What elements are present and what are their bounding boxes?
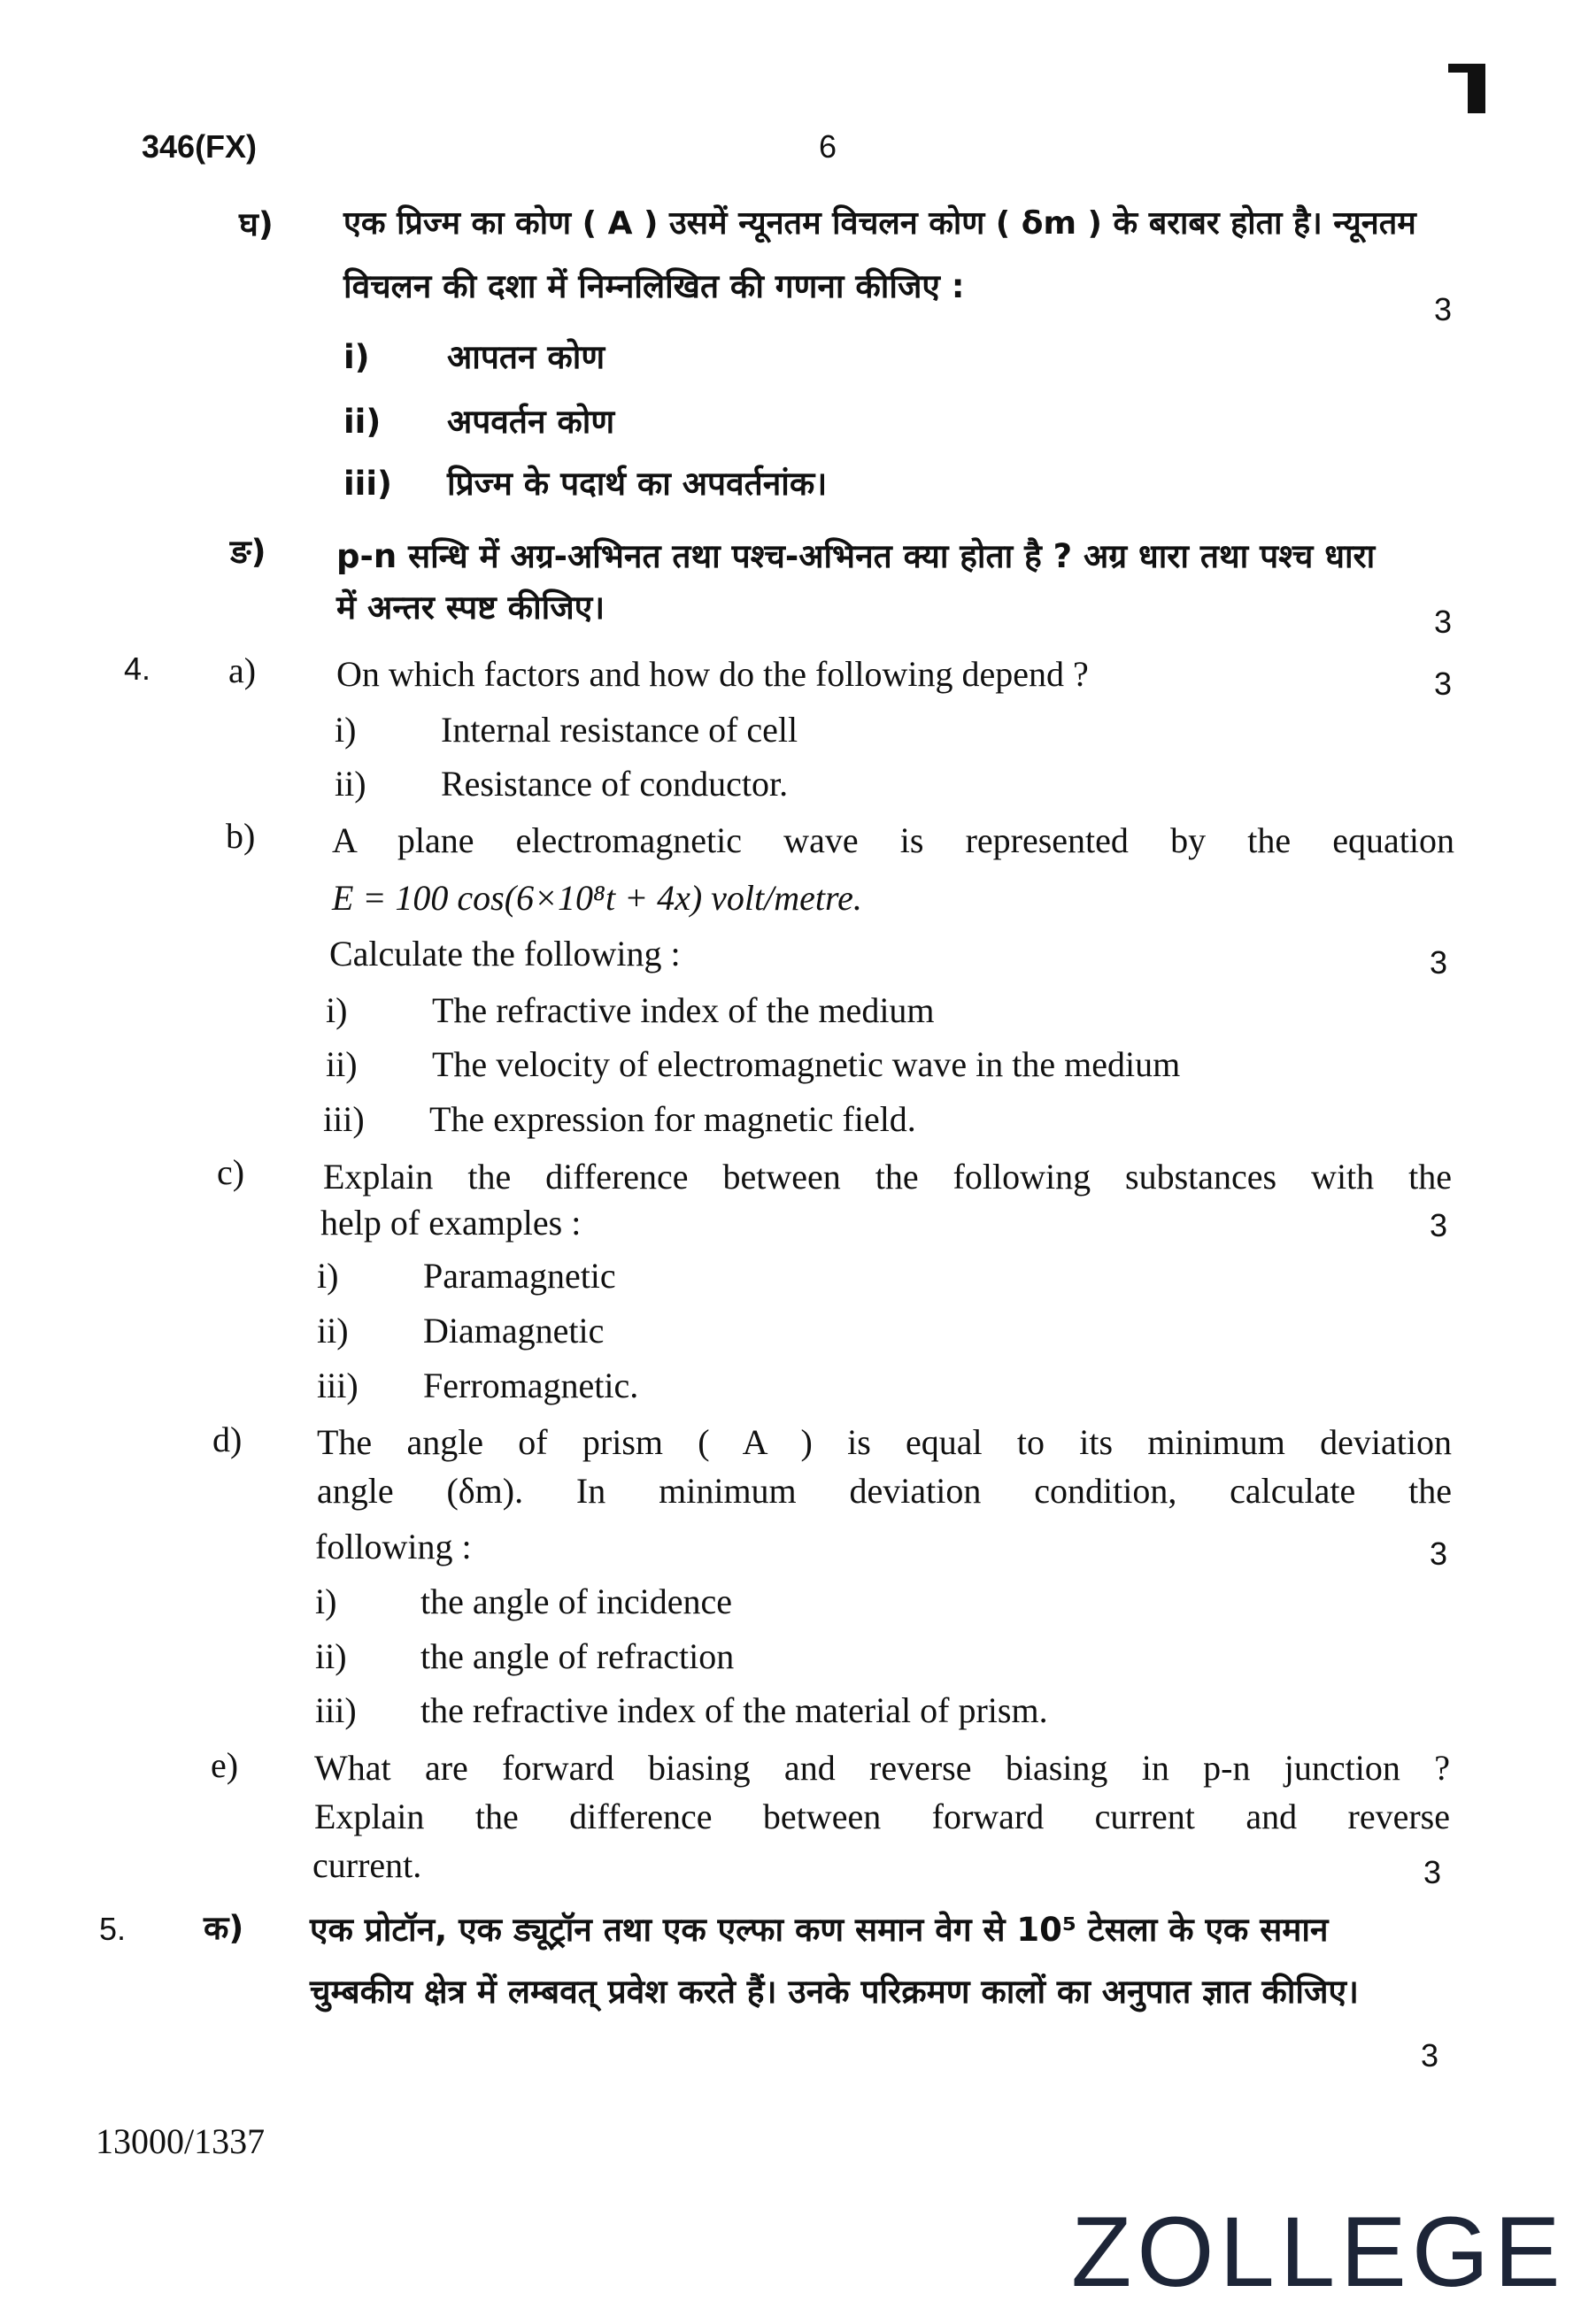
- q4e-label: e): [211, 1745, 239, 1785]
- q3-nga-line2: में अन्तर स्पष्ट कीजिए।: [336, 589, 605, 627]
- q4e-line1: What are forward biasing and reverse biasing in p-n junction ?: [314, 1748, 1450, 1788]
- q4b-item-label: iii): [323, 1099, 365, 1139]
- q3-gha-line2: विचलन की दशा में निम्नलिखित की गणना कीजिए :: [343, 267, 965, 305]
- q5-ka-label: क): [204, 1909, 244, 1947]
- q4c-item-text: Diamagnetic: [423, 1311, 605, 1351]
- q4b-item-label: ii): [326, 1044, 358, 1084]
- q4b-label: b): [226, 816, 256, 856]
- q4c-line2: help of examples :: [320, 1203, 582, 1243]
- q4e-line3: current.: [312, 1845, 422, 1885]
- q4c-item-text: Ferromagnetic.: [423, 1366, 639, 1405]
- q4c-line1: Explain the difference between the following substances with the: [323, 1157, 1452, 1197]
- q3-gha-label: घ): [239, 205, 274, 243]
- q4b-marks: 3: [1430, 944, 1448, 981]
- q4b-item-text: The expression for magnetic field.: [429, 1099, 916, 1139]
- page-number: 6: [819, 128, 837, 165]
- q4a-item-text: Resistance of conductor.: [441, 764, 789, 804]
- q4c-item-label: iii): [317, 1366, 359, 1405]
- q4a-label: a): [228, 650, 257, 690]
- q4e-marks: 3: [1423, 1854, 1442, 1890]
- q4d-label: d): [212, 1420, 243, 1459]
- q5-ka-marks: 3: [1421, 2037, 1439, 2074]
- q4d-item-text: the refractive index of the material of prism.: [420, 1690, 1048, 1730]
- footer-code: 13000/1337: [96, 2121, 266, 2161]
- q4d-item-label: ii): [315, 1636, 347, 1676]
- q4b-line1: A plane electromagnetic wave is represented by the equation: [332, 820, 1454, 860]
- q4c-item-label: i): [317, 1256, 339, 1296]
- q3-gha-line1: एक प्रिज्म का कोण ( A ) उसमें न्यूनतम विचलन कोण ( δm ) के बराबर होता है। न्यूनतम: [343, 205, 1416, 242]
- q3-nga-marks: 3: [1434, 604, 1453, 640]
- q4c-item-label: ii): [317, 1311, 349, 1351]
- q4b-equation: E = 100 cos(6×10⁸t + 4x) volt/metre.: [332, 878, 862, 918]
- q4b-line3: Calculate the following :: [329, 934, 681, 973]
- q4c-marks: 3: [1430, 1207, 1448, 1243]
- q4d-item-text: the angle of refraction: [420, 1636, 735, 1676]
- q3-gha-item-text: प्रिज्म के पदार्थ का अपवर्तनांक।: [447, 465, 828, 503]
- q3-gha-marks: 3: [1434, 291, 1453, 327]
- q4d-line2: angle (δm). In minimum deviation condition, calculate the: [317, 1471, 1452, 1511]
- q4a-item-text: Internal resistance of cell: [441, 710, 798, 750]
- q3-gha-item-text: आपतन कोण: [447, 338, 605, 376]
- q4d-item-label: i): [315, 1581, 337, 1621]
- q4b-item-text: The refractive index of the medium: [432, 990, 935, 1030]
- zollege-logo: ZOLLEGE: [1071, 2197, 1566, 2307]
- q4a-text: On which factors and how do the following depend ?: [336, 654, 1089, 694]
- q4d-item-text: the angle of incidence: [420, 1581, 733, 1621]
- q5-number: 5.: [99, 1911, 127, 1947]
- q4-number: 4.: [124, 650, 151, 687]
- q3-nga-label: ङ): [230, 533, 266, 571]
- q4b-item-text: The velocity of electromagnetic wave in the medium: [432, 1044, 1181, 1084]
- q4c-item-text: Paramagnetic: [423, 1256, 616, 1296]
- q4d-line1: The angle of prism ( A ) is equal to its minimum deviation: [317, 1422, 1452, 1462]
- q3-gha-item-label: i): [343, 338, 370, 376]
- q4a-item-label: ii): [335, 764, 366, 804]
- q4c-label: c): [217, 1152, 245, 1192]
- q3-nga-line1: p-n सन्धि में अग्र-अभिनत तथा पश्च-अभिनत क्या होता है ? अग्र धारा तथा पश्च धारा: [336, 537, 1376, 575]
- q4a-marks: 3: [1434, 666, 1453, 702]
- q5-ka-line1: एक प्रोटॉन, एक ड्यूट्रॉन तथा एक एल्फा कण समान वेग से 10⁵ टेसला के एक समान: [310, 1911, 1329, 1949]
- q5-ka-line2: चुम्बकीय क्षेत्र में लम्बवत् प्रवेश करते हैं। उनके परिक्रमण कालों का अनुपात ज्ञात कीजिए।: [310, 1973, 1359, 2011]
- paper-code: 346(FX): [142, 128, 258, 165]
- q4d-line3: following :: [315, 1527, 472, 1566]
- q3-gha-item-text: अपवर्तन कोण: [447, 403, 615, 441]
- q3-gha-item-label: ii): [343, 403, 382, 441]
- corner-mark: [1468, 64, 1485, 113]
- q4e-line2: Explain the difference between forward current and reverse: [314, 1797, 1450, 1836]
- q4d-marks: 3: [1430, 1535, 1448, 1572]
- q4a-item-label: i): [335, 710, 357, 750]
- q4b-item-label: i): [326, 990, 348, 1030]
- q3-gha-item-label: iii): [343, 465, 392, 503]
- q4d-item-label: iii): [315, 1690, 357, 1730]
